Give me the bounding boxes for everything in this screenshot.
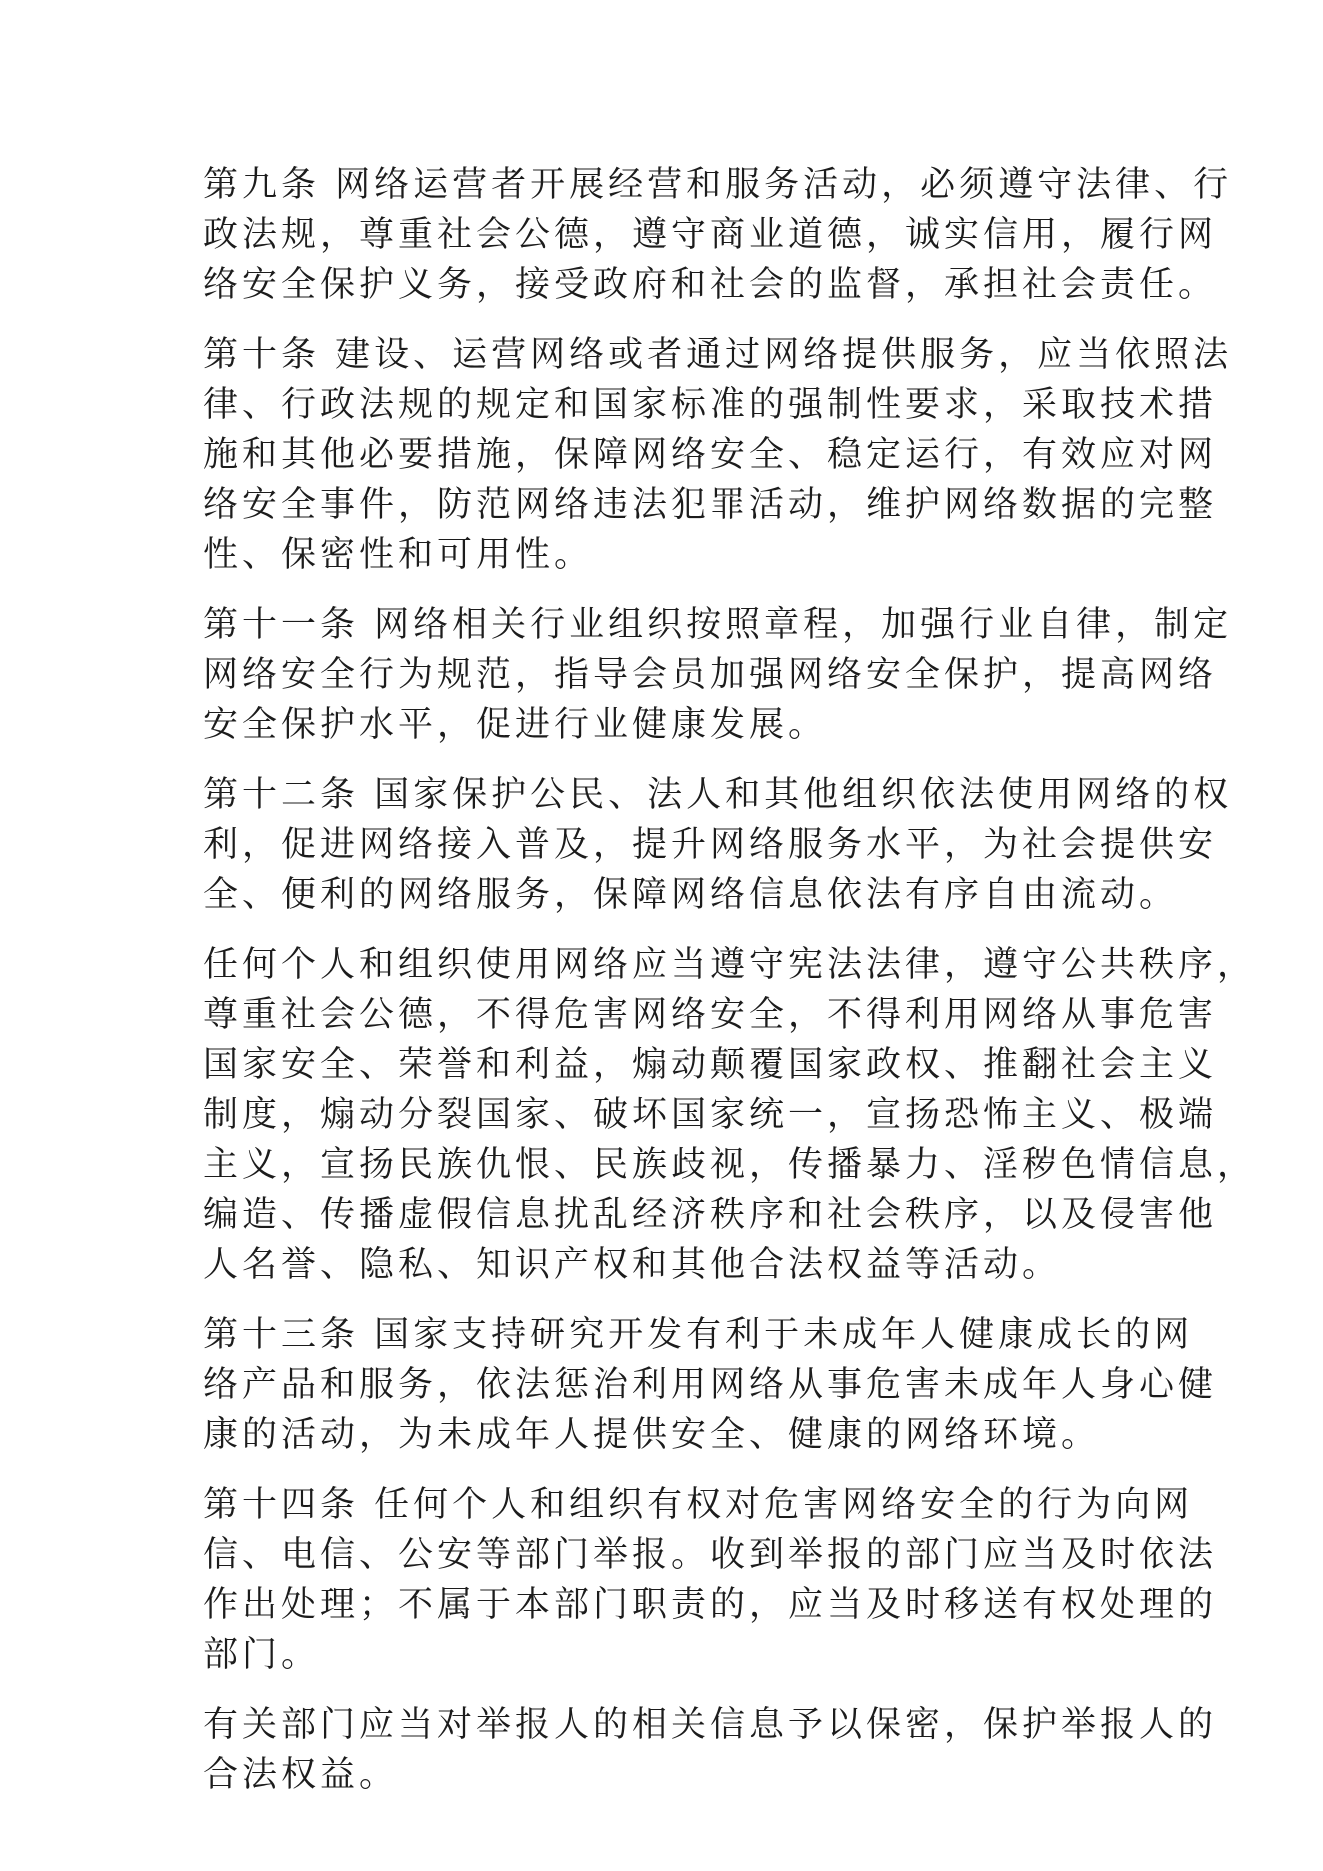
article-14-clause-2-paragraph — [203, 1700, 1218, 1800]
text-line: 第十二条 国家保护公民、法人和其他组织依法使用网络的权 — [203, 775, 1233, 815]
text-line: 全、便利的网络服务，保障网络信息依法有序自由流动。 — [203, 875, 1179, 915]
text-line: 作出处理；不属于本部门职责的，应当及时移送有权处理的 — [203, 1585, 1218, 1625]
text-line: 制度，煽动分裂国家、破坏国家统一，宣扬恐怖主义、极端 — [203, 1095, 1218, 1135]
article-12-paragraph — [203, 770, 1233, 920]
text-line: 任何个人和组织使用网络应当遵守宪法法律，遵守公共秩序， — [203, 945, 1257, 985]
text-line: 信、电信、公安等部门举报。收到举报的部门应当及时依法 — [203, 1535, 1218, 1575]
text-line: 律、行政法规的规定和国家标准的强制性要求，采取技术措 — [203, 385, 1218, 425]
text-line: 施和其他必要措施，保障网络安全、稳定运行，有效应对网 — [203, 435, 1218, 475]
text-line: 康的活动，为未成年人提供安全、健康的网络环境。 — [203, 1415, 1101, 1455]
text-line: 第十四条 任何个人和组织有权对危害网络安全的行为向网 — [203, 1485, 1194, 1525]
text-line: 尊重社会公德，不得危害网络安全，不得利用网络从事危害 — [203, 995, 1218, 1035]
article-9-paragraph — [203, 160, 1233, 310]
text-line: 性、保密性和可用性。 — [203, 535, 594, 575]
text-line: 有关部门应当对举报人的相关信息予以保密，保护举报人的 — [203, 1705, 1218, 1745]
text-line: 第九条 网络运营者开展经营和服务活动，必须遵守法律、行 — [203, 165, 1233, 205]
text-line: 安全保护水平，促进行业健康发展。 — [203, 705, 828, 745]
article-12-clause-2-paragraph — [203, 940, 1257, 1290]
article-10-paragraph — [203, 330, 1233, 580]
text-line: 第十三条 国家支持研究开发有利于未成年人健康成长的网 — [203, 1315, 1194, 1355]
text-line: 部门。 — [203, 1635, 321, 1675]
article-14-paragraph — [203, 1480, 1218, 1680]
text-line: 利，促进网络接入普及，提升网络服务水平，为社会提供安 — [203, 825, 1218, 865]
text-line: 第十一条 网络相关行业组织按照章程，加强行业自律，制定 — [203, 605, 1233, 645]
text-line: 络安全保护义务，接受政府和社会的监督，承担社会责任。 — [203, 265, 1218, 305]
text-line: 合法权益。 — [203, 1755, 399, 1795]
text-line: 人名誉、隐私、知识产权和其他合法权益等活动。 — [203, 1245, 1062, 1285]
text-line: 网络安全行为规范，指导会员加强网络安全保护，提高网络 — [203, 655, 1218, 695]
document-body — [203, 160, 1257, 1820]
text-line: 国家安全、荣誉和利益，煽动颠覆国家政权、推翻社会主义 — [203, 1045, 1218, 1085]
text-line: 第十条 建设、运营网络或者通过网络提供服务，应当依照法 — [203, 335, 1233, 375]
text-line: 编造、传播虚假信息扰乱经济秩序和社会秩序，以及侵害他 — [203, 1195, 1218, 1235]
text-line: 络安全事件，防范网络违法犯罪活动，维护网络数据的完整 — [203, 485, 1218, 525]
text-line: 主义，宣扬民族仇恨、民族歧视，传播暴力、淫秽色情信息， — [203, 1145, 1257, 1185]
text-line: 络产品和服务，依法惩治利用网络从事危害未成年人身心健 — [203, 1365, 1218, 1405]
text-line: 政法规，尊重社会公德，遵守商业道德，诚实信用，履行网 — [203, 215, 1218, 255]
article-13-paragraph — [203, 1310, 1218, 1460]
article-11-paragraph — [203, 600, 1233, 750]
